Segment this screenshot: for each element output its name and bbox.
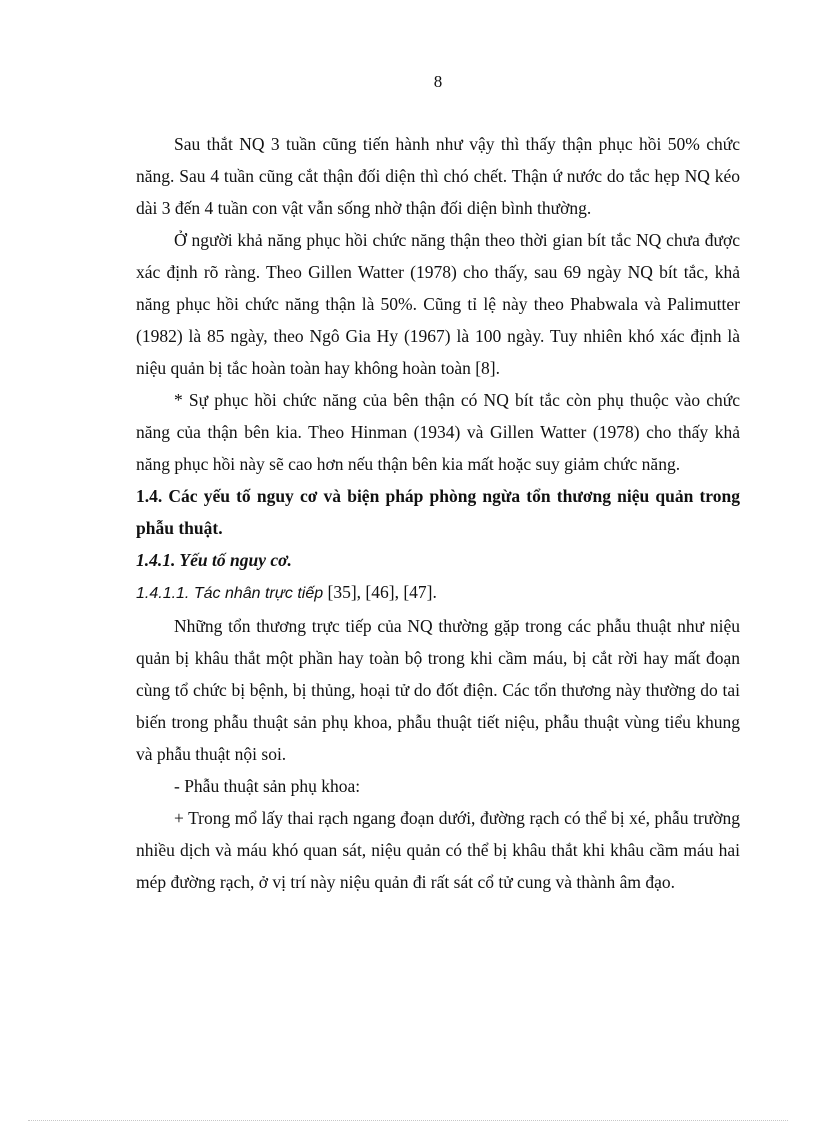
section-heading-1-4-1-1-title: 1.4.1.1. Tác nhân trực tiếp xyxy=(136,585,324,602)
paragraph-obstetric-surgery-label: - Phẫu thuật sản phụ khoa: xyxy=(174,776,361,796)
section-heading-1-4-1: 1.4.1. Yếu tố nguy cơ. xyxy=(136,550,292,570)
page-bottom-divider xyxy=(28,1120,788,1121)
page-number: 8 xyxy=(433,72,443,91)
page-content xyxy=(136,128,740,898)
paragraph-cesarean-risk: + Trong mổ lấy thai rạch ngang đoạn dưới, đường rạch có thể bị xé, phẫu trường nhiều dịch và máu khó quan sát, niệu quản có thể bị khâu thắt khi khâu cầm máu hai mép đường rạch, ở vị trí này niệu quản đi rất sát cổ tử cung và thành âm đạo. xyxy=(136,808,740,892)
paragraph-human-recovery-time: Ở người khả năng phục hồi chức năng thận theo thời gian bít tắc NQ chưa được xác định rõ ràng. Theo Gillen Watter (1978) cho thấy, sau 69 ngày NQ bít tắc, khả năng phục hồi chức năng thận là 50%. Cũng tỉ lệ này theo Phabwala và Palimutter (1982) là 85 ngày, theo Ngô Gia Hy (1967) là 100 ngày. Tuy nhiên khó xác định là niệu quản bị tắc hoàn toàn hay không hoàn toàn [8]. xyxy=(136,230,740,378)
paragraph-direct-injuries: Những tổn thương trực tiếp của NQ thường gặp trong các phẫu thuật như niệu quản bị khâu thắt một phần hay toàn bộ trong khi cầm máu, bị cắt rời hay mất đoạn cùng tổ chức bị bệnh, bị thủng, hoại tử do đốt điện. Các tổn thương này thường do tai biến trong phẫu thuật sản phụ khoa, phẫu thuật tiết niệu, phẫu thuật vùng tiểu khung và phẫu thuật nội soi. xyxy=(136,616,740,764)
section-heading-1-4-1-1-refs: [35], [46], [47]. xyxy=(323,582,437,602)
section-heading-1-4-1-1 xyxy=(136,576,740,610)
paragraph-kidney-recovery-experiment: Sau thắt NQ 3 tuần cũng tiến hành như vậy thì thấy thận phục hồi 50% chức năng. Sau 4 tuần cũng cắt thận đối diện thì chó chết. Thận ứ nước do tắc hẹp NQ kéo dài 3 đến 4 tuần con vật vẫn sống nhờ thận đối diện bình thường. xyxy=(136,134,740,218)
section-heading-1-4: 1.4. Các yếu tố nguy cơ và biện pháp phòng ngừa tổn thương niệu quản trong phẫu thuật. xyxy=(136,486,740,538)
paragraph-contralateral-kidney: * Sự phục hồi chức năng của bên thận có NQ bít tắc còn phụ thuộc vào chức năng của thận bên kia. Theo Hinman (1934) và Gillen Watter (1978) cho thấy khả năng phục hồi này sẽ cao hơn nếu thận bên kia mất hoặc suy giảm chức năng. xyxy=(136,390,740,474)
